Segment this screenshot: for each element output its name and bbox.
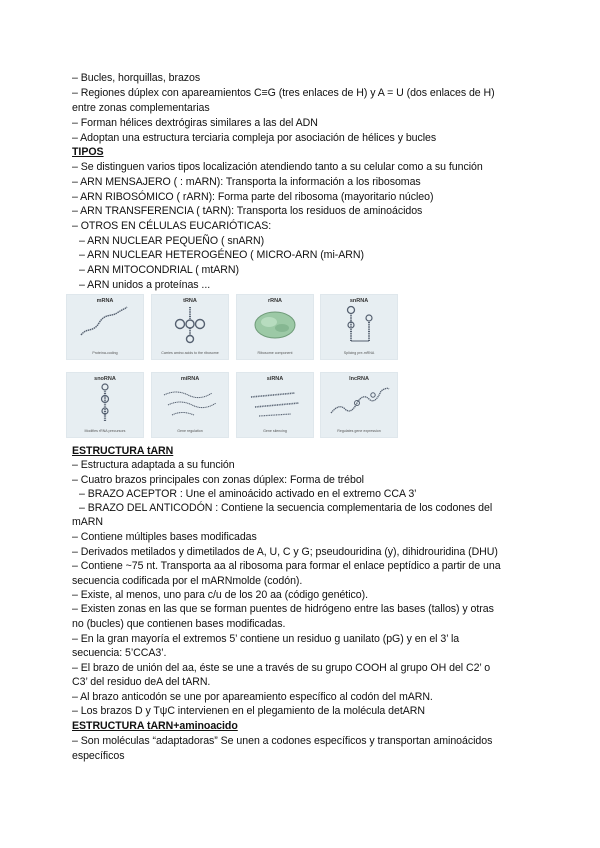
text-line: – ARN TRANSFERENCIA ( tARN): Transporta los residuos de aminoácidos [72,205,423,217]
sirna-duplex-icon [237,383,313,423]
text-line: – ARN RIBOSÓMICO ( rARN): Forma parte del ribosoma (mayoritario núcleo) [72,191,434,203]
text-line: – OTROS EN CÉLULAS EUCARIÓTICAS: [72,220,272,232]
text-line: – En la gran mayoría el extremos 5’ contiene un residuo g uanilato (pG) y en el 3’ la [72,633,460,645]
heading-tipos: TIPOS [72,146,104,158]
text-line: – ARN NUCLEAR PEQUEÑO ( snARN) [79,235,265,247]
text-line: – Contiene ~75 nt. Transporta aa al ribosoma para formar el enlace peptídico a partir de una [72,560,501,572]
tile-title: mRNA [96,298,114,304]
text-line: – BRAZO ACEPTOR : Une el aminoácido activado en el extremo CCA 3’ [79,488,417,500]
tile-caption: Proteína-coding [92,351,118,355]
text-line: – ARN MENSAJERO ( : mARN): Transporta la información a los ribosomas [72,176,421,188]
text-line: específicos [72,750,125,762]
text-line: – Al brazo anticodón se une por apareamiento específico al codón del mARN. [72,691,433,703]
figure-tile-mirna [151,372,229,438]
tile-title: miRNA [180,376,200,382]
mrna-strand-icon [67,305,143,345]
text-line: – Estructura adaptada a su función [72,459,235,471]
figure-tile-lncrna [320,372,398,438]
text-line: – Regiones dúplex con apareamientos C≡G (tres enlaces de H) y A = U (dos enlaces de H) [72,87,495,99]
tile-title: snoRNA [94,376,116,382]
text-line: entre zonas complementarias [72,102,210,114]
text-line: – BRAZO DEL ANTICODÓN : Contiene la secuencia complementaria de los codones del [79,502,493,514]
text-line: – El brazo de unión del aa, éste se une a través de su grupo COOH al grupo OH del C2’ o [72,662,491,674]
figure-tile-snrna [320,294,398,360]
text-line: secuencia codificada por el mARNmolde (codón). [72,575,303,587]
tile-caption: Splicing pre-mRNA [343,351,375,355]
text-line: – Derivados metilados y dimetilados de A, U, C y G; pseudouridina (y), dihidrouridina (DHU) [72,546,498,558]
snorna-hairpin-icon [67,383,143,423]
text-line: – Bucles, horquillas, brazos [72,72,201,84]
tile-title: lncRNA [349,376,369,382]
tile-title: siRNA [266,376,284,382]
heading-estructura-tarn: ESTRUCTURA tARN [72,445,174,457]
text-line: – ARN MITOCONDRIAL ( mtARN) [79,264,239,276]
text-line: – ARN NUCLEAR HETEROGÉNEO ( MICRO-ARN (mi-ARN) [79,249,364,261]
text-line: – Se distinguen varios tipos localización atendiendo tanto a su celular como a su función [72,161,483,173]
tile-title: tRNA [183,298,197,304]
figure-tile-snorna [66,372,144,438]
tile-caption: Ribosome component [257,351,293,355]
text-line: – Son moléculas “adaptadoras” Se unen a codones específicos y transportan aminoácidos [72,735,493,747]
text-line: – Adoptan una estructura terciaria compleja por asociación de hélices y bucles [72,132,437,144]
tile-title: snRNA [349,298,369,304]
tile-caption: Carries amino acids to the ribosome [161,351,219,355]
figure-tile-rrna [236,294,314,360]
lncrna-strand-icon [321,383,397,423]
text-line: – Forman hélices dextrógiras similares a las del ADN [72,117,318,129]
tile-title: rRNA [267,298,283,304]
trna-cloverleaf-icon [152,305,228,345]
ribosome-icon [237,305,313,345]
text-line: no (bucles) que contienen bases modificadas. [72,618,286,630]
text-line: secuencia: 5’CCA3’. [72,647,167,659]
text-line: C3’ del residuo deA del tARN. [72,676,211,688]
tile-caption: Gene silencing [263,429,287,433]
text-line: – Los brazos D y TψC intervienen en el plegamiento de la molécula detARN [72,705,425,717]
text-line: mARN [72,516,103,528]
text-line: – Existen zonas en las que se forman puentes de hidrógeno entre las bases (tallos) y otras [72,603,494,615]
text-line: – Contiene múltiples bases modificadas [72,531,257,543]
heading-estructura-tarn-aminoacido: ESTRUCTURA tARN+aminoacido [72,720,238,732]
figure-tile-trna [151,294,229,360]
text-line: – Existe, al menos, uno para c/u de los 20 aa (código genético). [72,589,368,601]
figure-tile-mrna [66,294,144,360]
text-line: – Cuatro brazos principales con zonas dúplex: Forma de trébol [72,474,364,486]
tile-caption: Regulates gene expression [337,429,381,433]
text-line: – ARN unidos a proteínas ... [79,279,211,291]
tile-caption: Modifies rRNA precursors [84,429,126,433]
figure-tile-sirna [236,372,314,438]
snrna-hairpin-icon [321,305,397,345]
tile-caption: Gene regulation [177,429,203,433]
mirna-duplex-icon [152,383,228,423]
